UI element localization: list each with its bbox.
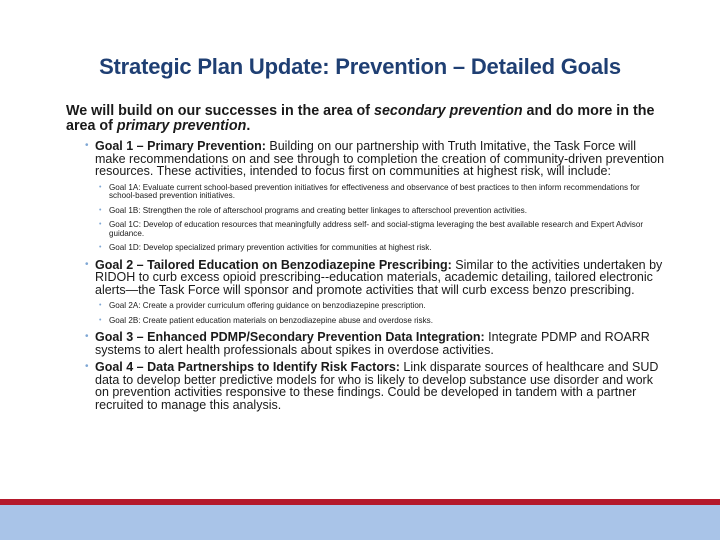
subgoal-1c-text: Goal 1C: Develop of education resources that meaningfully address self- and social-stigma leveraging the best available research and Expert Advisor guidance. xyxy=(109,220,644,238)
goal-1 xyxy=(66,140,666,178)
goal-1-text: Building on our partnership with Truth Imitative, the Task Force will make recommendations on and see through to completion the creation of community-driven prevention resources. These activities, intended to focus first on communities at highest risk, will include: xyxy=(95,139,665,178)
intro-text-1: We will build on our successes in the area of xyxy=(66,103,374,119)
goal-1-subgoals xyxy=(66,184,666,253)
subgoal-1b xyxy=(66,207,666,216)
intro-emphasis-primary: primary prevention xyxy=(116,118,247,134)
intro-text-2: and do more in the area of xyxy=(66,103,655,134)
intro-text-3: . xyxy=(246,118,251,134)
bullet-icon: • xyxy=(99,244,102,251)
intro-emphasis-secondary: secondary prevention xyxy=(374,103,523,119)
intro-paragraph xyxy=(66,104,666,134)
goal-4-text: Link disparate sources of healthcare and SUD data to develop better predictive models for who is likely to develop substance use disorder and work on prevention activities responsive to these findings. Could be developed in tandem with a partner recruited to manage this analysis. xyxy=(95,360,659,412)
goal-2-text: Similar to the activities undertaken by RIDOH to curb excess opioid prescribing--education materials, academic detailing, tailored electronic alerts—the Task Force will sponsor and promote activities that will curb excess benzo prescribing. xyxy=(95,257,663,297)
bullet-icon: • xyxy=(99,183,102,191)
bullet-icon: • xyxy=(85,258,89,270)
footer-blue-band xyxy=(0,505,720,540)
goal-3-text: Integrate PDMP and ROARR systems to alert health professionals about spikes in overdose activities. xyxy=(95,330,650,357)
bullet-icon: • xyxy=(85,140,89,151)
subgoal-1a-text: Goal 1A: Evaluate current school-based prevention initiatives for effectiveness and observance of best practices to then inform recommendations for school-based prevention initiatives. xyxy=(109,182,640,200)
subgoal-2a xyxy=(66,302,666,311)
bullet-icon: • xyxy=(85,361,89,372)
goal-2 xyxy=(66,259,666,297)
goal-2-label: Goal 2 – Tailored Education on Benzodiazepine Prescribing: xyxy=(95,257,452,272)
subgoal-1d-text: Goal 1D: Develop specialized primary prevention activities for communities at highest risk. xyxy=(109,243,432,252)
subgoal-2a-text: Goal 2A: Create a provider curriculum offering guidance on benzodiazepine prescription. xyxy=(109,301,426,310)
bullet-icon: • xyxy=(99,302,102,309)
bullet-icon: • xyxy=(99,206,102,214)
subgoal-1d xyxy=(66,244,666,253)
goal-3 xyxy=(66,331,666,356)
subgoal-2b-text: Goal 2B: Create patient education materials on benzodiazepine abuse and overdose risks. xyxy=(109,315,433,325)
goal-3-label: Goal 3 – Enhanced PDMP/Secondary Prevention Data Integration: xyxy=(95,330,485,344)
slide-content xyxy=(66,104,666,416)
slide-title: Strategic Plan Update: Prevention – Detailed Goals xyxy=(99,54,621,79)
goal-2-subgoals xyxy=(66,302,666,325)
bullet-icon: • xyxy=(99,316,102,324)
goal-1-label: Goal 1 – Primary Prevention: xyxy=(95,139,266,153)
bullet-icon: • xyxy=(99,221,102,228)
subgoal-1b-text: Goal 1B: Strengthen the role of afterschool programs and creating better linkages to afterschool prevention activities. xyxy=(109,205,527,215)
bullet-icon: • xyxy=(85,331,89,342)
subgoal-2b xyxy=(66,317,666,326)
subgoal-1a xyxy=(66,184,666,201)
goal-4-label: Goal 4 – Data Partnerships to Identify Risk Factors: xyxy=(95,360,400,374)
goal-4 xyxy=(66,361,666,411)
subgoal-1c xyxy=(66,221,666,238)
